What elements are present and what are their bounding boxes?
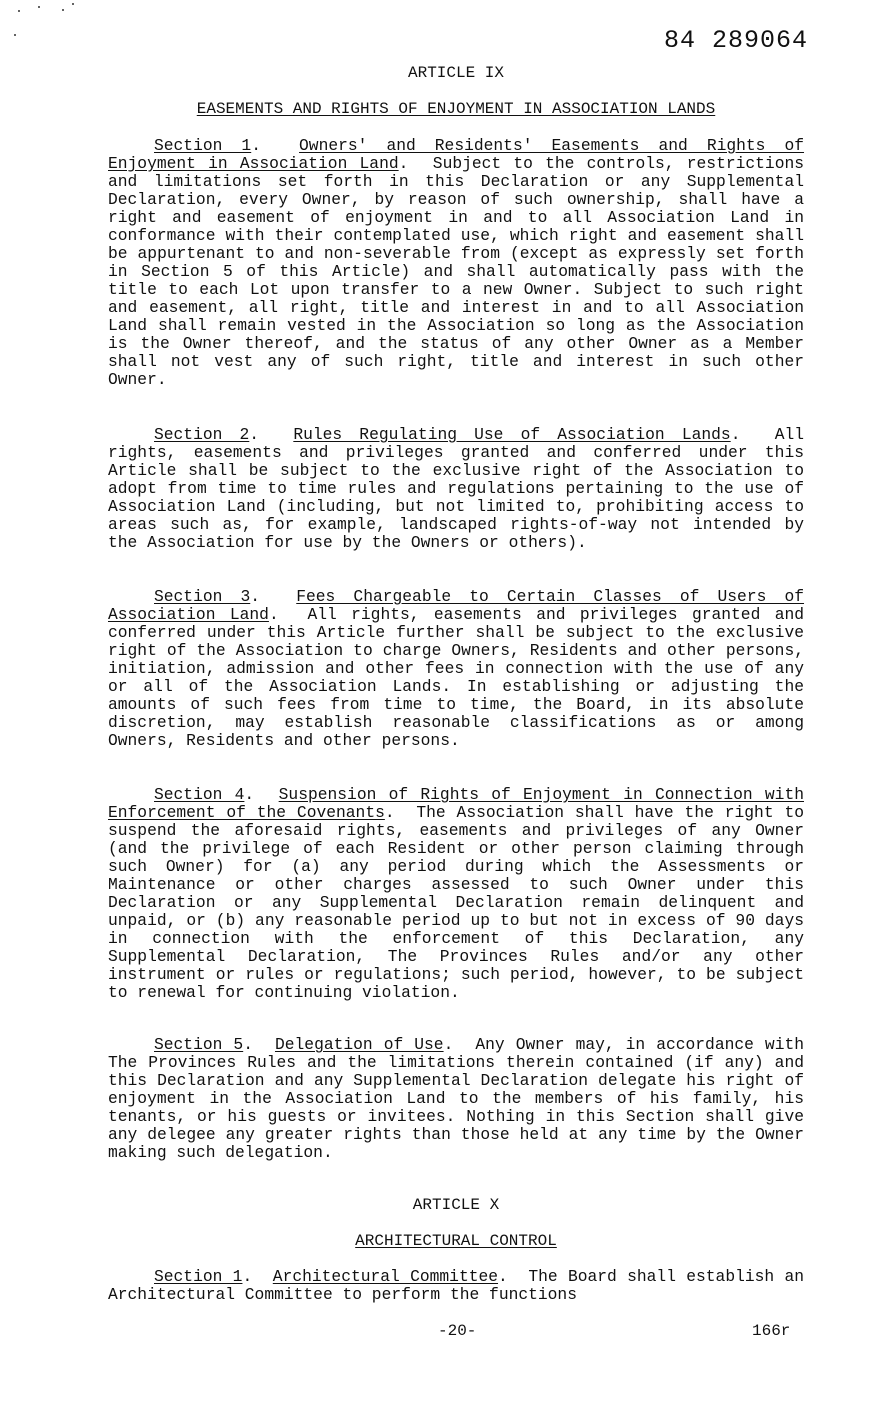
article-ix-heading: ARTICLE IX xyxy=(407,64,504,82)
section-label: Section 2 xyxy=(154,425,250,444)
section-body: Any Owner may, in accordance with The Provinces Rules and the limitations therein contained (if any) and this Declaration and any Supplemental Declaration delegate his right of enjoyment in the Association Land to the members of his family, his tenants, or his guests or invitees. Nothing in this Section shall give any delegee any greater rights than those held at any time by the Owner making such delegation. xyxy=(108,1035,805,1162)
section-label: Section 1 xyxy=(154,1267,243,1286)
section-body: All rights, easements and privileges granted and conferred under this Article further shall be subject to the exclusive right of the Association to charge Owners, Residents and other persons, initiation, admission and other fees in connection with the use of any or all of the Association Lands. In establishing or adjusting the amounts of such fees from time to time, the Board, in its absolute discretion, may establish reasonable classifications as or among Owners, Residents and other persons. xyxy=(108,605,805,750)
article-ix-section-2: Section 2. Rules Regulating Use of Association Lands. All rights, easements and privileges granted and conferred under this Article shall be subject to the exclusive right of the Association to adopt from time to time rules and regulations pertaining to the use of Association Land (including, but not limited to, prohibiting access to areas such as, for example, landscaped rights-of-way not intended by the Association for use by the Owners or others). xyxy=(108,425,805,552)
section-title: Owners' and Residents' Easements and Rights of Enjoyment in Association Land xyxy=(108,136,805,173)
section-body: Subject to the controls, restrictions and limitations set forth in this Declaration or any Supplemental Declaration, every Owner, by reason of such ownership, shall have a right and easement of enjoyment in and to all Association Land in conformance with their contemplated use, which right and easement shall be appurtenant to and non-severable from (except as expressly set forth in Section 5 of this Article) and shall automatically pass with the title to each Lot upon transfer to a new Owner. Subject to such right and easement, all right, title and interest in and to all Association Land shall remain vested in the Association so long as the Association is the Owner thereof, and the status of any other Owner as a Member shall not vest any of such right, title and interest in such other Owner. xyxy=(108,154,805,389)
article-x-title: ARCHITECTURAL CONTROL xyxy=(355,1232,557,1250)
page-number: -20- xyxy=(438,1322,477,1340)
section-body: The Association shall have the right to suspend the aforesaid rights, easements and privileges of any Owner (and the privilege of each Resident or other person claiming through such Owner) for (a) any period during which the Assessments or Maintenance or other charges assessed to such Owner under this Declaration or any Supplemental Declaration remain delinquent and unpaid, or (b) any reasonable period up to but not in excess of 90 days in connection with the enforcement of this Declaration, any Supplemental Declaration, The Provinces Rules and/or any other instrument or rules or regulations; such period, however, to be subject to renewal for continuing violation. xyxy=(108,803,804,1002)
section-body: All rights, easements and privileges granted and conferred under this Article shall be subject to the exclusive right of the Association to adopt from time to time rules and regulations pertaining to the use of Association Land (including, but not limited to, prohibiting access to areas such as, for example, landscaped rights-of-way not intended by the Association for use by the Owners or others). xyxy=(108,425,805,552)
scan-speck xyxy=(18,10,20,12)
reference-code: 166r xyxy=(752,1322,791,1340)
section-label: Section 5 xyxy=(154,1035,244,1054)
section-title: Fees Chargeable to Certain Classes of Users of Association Land xyxy=(108,587,805,624)
article-ix-section-5: Section 5. Delegation of Use. Any Owner may, in accordance with The Provinces Rules and the limitations therein contained (if any) and this Declaration and any Supplemental Declaration delegate his right of enjoyment in the Association Land to the members of his family, his tenants, or his guests or invitees. Nothing in this Section shall give any delegee any greater rights than those held at any time by the Owner making such delegation. xyxy=(108,1035,805,1162)
section-title: Rules Regulating Use of Association Lands xyxy=(293,425,731,444)
article-ix-section-3: Section 3. Fees Chargeable to Certain Classes of Users of Association Land. All rights, easements and privileges granted and conferred under this Article further shall be subject to the exclusive right of the Association to charge Owners, Residents and other persons, initiation, admission and other fees in connection with the use of any or all of the Association Lands. In establishing or adjusting the amounts of such fees from time to time, the Board, in its absolute discretion, may establish reasonable classifications as or among Owners, Residents and other persons. xyxy=(108,587,805,750)
section-body: The Board shall establish an Architectural Committee to perform the functions xyxy=(108,1267,805,1304)
article-x-heading: ARTICLE X xyxy=(412,1196,500,1214)
scan-speck xyxy=(38,6,40,8)
article-ix-section-1: Section 1. Owners' and Residents' Easements and Rights of Enjoyment in Association Land. Subject to the controls, restrictions and limitations set forth in this Declaration or any Supplemental Declaration, every Owner, by reason of such ownership, shall have a right and easement of enjoyment in and to all Association Land in conformance with their contemplated use, which right and easement shall be appurtenant to and non-severable from (except as expressly set forth in Section 5 of this Article) and shall automatically pass with the title to each Lot upon transfer to a new Owner. Subject to such right and easement, all right, title and interest in and to all Association Land shall remain vested in the Association so long as the Association is the Owner thereof, and the status of any other Owner as a Member shall not vest any of such right, title and interest in such other Owner. xyxy=(108,136,805,389)
section-label: Section 1 xyxy=(154,136,252,155)
scan-speck xyxy=(72,3,74,5)
document-number: 84 289064 xyxy=(663,26,808,55)
section-title: Suspension of Rights of Enjoyment in Connection with Enforcement of the Covenants xyxy=(108,785,804,822)
section-label: Section 3 xyxy=(154,587,251,606)
section-label: Section 4 xyxy=(154,785,245,804)
article-ix-section-4: Section 4. Suspension of Rights of Enjoyment in Connection with Enforcement of the Covenants. The Association shall have the right to suspend the aforesaid rights, easements and privileges of any Owner (and the privilege of each Resident or other person claiming through such Owner) for (a) any period during which the Assessments or Maintenance or other charges assessed to such Owner under this Declaration or any Supplemental Declaration remain delinquent and unpaid, or (b) any reasonable period up to but not in excess of 90 days in connection with the enforcement of this Declaration, any Supplemental Declaration, The Provinces Rules and/or any other instrument or rules or regulations; such period, however, to be subject to renewal for continuing violation. xyxy=(108,785,804,1002)
section-title: Delegation of Use xyxy=(274,1035,444,1054)
article-ix-title: EASEMENTS AND RIGHTS OF ENJOYMENT IN ASSOCIATION LANDS xyxy=(196,100,716,118)
scan-speck xyxy=(62,9,64,11)
article-x-section-1: Section 1. Architectural Committee. The Board shall establish an Architectural Committee to perform the functions xyxy=(108,1267,805,1304)
scan-speck xyxy=(14,34,16,36)
section-title: Architectural Committee xyxy=(272,1267,499,1286)
